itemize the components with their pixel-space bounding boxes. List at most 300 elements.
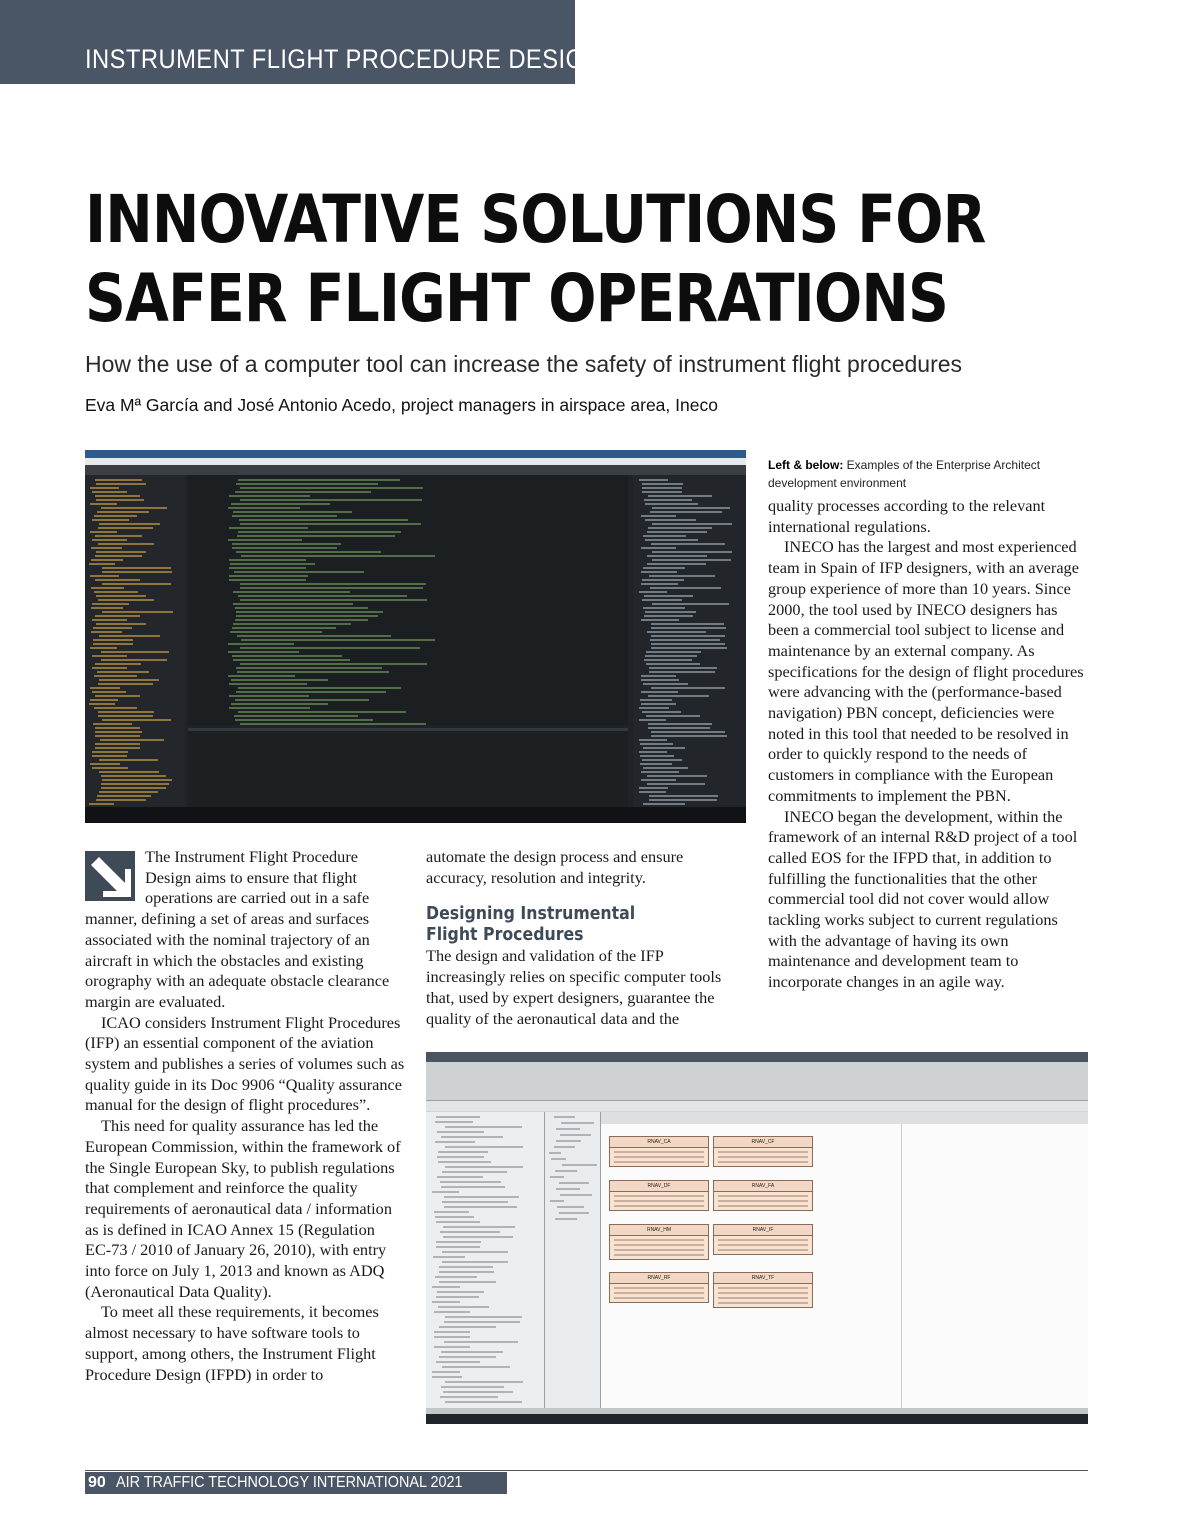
class-box: [609, 1136, 709, 1167]
screenshot-text-line: [561, 1122, 594, 1124]
screenshot-text-line: [434, 1311, 470, 1313]
screenshot-text-line: [437, 1291, 484, 1293]
screenshot-text-line: [436, 1361, 480, 1363]
screenshot-text-line: [230, 563, 315, 565]
ea-ribbon: [426, 1062, 1088, 1101]
screenshot-text-line: [441, 1386, 504, 1388]
screenshot-text-line: [236, 611, 383, 613]
screenshot-text-line: [432, 1286, 460, 1288]
screenshot-text-line: [439, 1326, 496, 1328]
screenshot-text-line: [235, 491, 371, 493]
page-number: 90: [88, 1474, 106, 1491]
class-name: RNAV_HM: [610, 1225, 708, 1236]
screenshot-text-line: [651, 627, 726, 629]
dropcap-arrow-icon: [85, 851, 135, 901]
screenshot-text-line: [231, 503, 330, 505]
headline: [85, 180, 986, 338]
class-name: RNAV_CA: [610, 1137, 708, 1148]
screenshot-text-line: [240, 523, 421, 525]
screenshot-text-line: [442, 1366, 510, 1368]
screenshot-text-line: [556, 1140, 581, 1142]
screenshot-text-line: [89, 563, 115, 565]
screenshot-text-line: [445, 1401, 522, 1403]
screenshot-text-line: [556, 1128, 580, 1130]
screenshot-text-line: [241, 639, 435, 641]
screenshot-text-line: [235, 719, 373, 721]
screenshot-text-line: [432, 1376, 462, 1378]
screenshot-text-line: [240, 487, 423, 489]
screenshot-text-line: [445, 1166, 523, 1168]
screenshot-text-line: [639, 479, 668, 481]
screenshot-text-line: [642, 599, 682, 601]
screenshot-text-line: [90, 699, 118, 701]
screenshot-text-line: [102, 583, 171, 585]
paragraph: INECO began the development, within the framework of an internal R&D project of a tool called EOS for the IFPD that, in addition to fulfilling the functionalities that the other commercial tool did not cover would allow tackling works subject to current regulations with the advantage of having its own maintenance and development team to incorporate changes in an agile way.: [768, 806, 1078, 992]
screenshot-text-line: [647, 555, 707, 557]
caption-lead: Left & below:: [768, 458, 844, 472]
screenshot-text-line: [652, 551, 732, 553]
screenshot-text-line: [229, 579, 306, 581]
screenshot-text-line: [235, 619, 368, 621]
screenshot-text-line: [95, 579, 140, 581]
screenshot-text-line: [91, 607, 123, 609]
screenshot-text-line: [647, 775, 707, 777]
screenshot-text-line: [92, 755, 127, 757]
screenshot-text-line: [645, 655, 697, 657]
ea-taskbar: [426, 1414, 1088, 1424]
screenshot-text-line: [95, 555, 142, 557]
screenshot-text-line: [645, 519, 696, 521]
screenshot-text-line: [443, 1391, 513, 1393]
publication-name: AIR TRAFFIC TECHNOLOGY INTERNATIONAL 2021: [115, 1474, 463, 1491]
screenshot-text-line: [236, 483, 378, 485]
class-name: RNAV_FA: [714, 1181, 812, 1192]
body-column-2: [426, 847, 746, 1029]
class-name: RNAV_IF: [714, 1225, 812, 1236]
screenshot-text-line: [101, 507, 167, 509]
screenshot-text-line: [92, 655, 127, 657]
screenshot-text-line: [649, 671, 715, 673]
screenshot-text-line: [239, 519, 408, 521]
screenshot-text-line: [442, 1201, 508, 1203]
screenshot-text-line: [234, 715, 358, 717]
screenshot-text-line: [652, 559, 731, 561]
screenshot-text-line: [645, 539, 698, 541]
screenshot-text-line: [651, 543, 725, 545]
screenshot-text-line: [95, 663, 141, 665]
screenshot-text-line: [228, 651, 299, 653]
screenshot-text-line: [639, 791, 666, 793]
screenshot-text-line: [445, 1316, 522, 1318]
screenshot-text-line: [643, 683, 688, 685]
screenshot-text-line: [642, 483, 683, 485]
screenshot-text-line: [240, 723, 426, 725]
screenshot-text-line: [640, 699, 672, 701]
screenshot-text-line: [233, 511, 352, 513]
screenshot-text-line: [642, 491, 682, 493]
screenshot-text-line: [439, 1281, 496, 1283]
screenshot-text-line: [648, 527, 712, 529]
screenshot-text-line: [560, 1134, 591, 1136]
screenshot-text-line: [440, 1396, 498, 1398]
headline-line-2: SAFER FLIGHT OPERATIONS: [85, 260, 948, 337]
body-column-3: [768, 496, 1090, 993]
screenshot-text-line: [238, 531, 401, 533]
screenshot-text-line: [233, 603, 353, 605]
screenshot-text-line: [646, 715, 700, 717]
screenshot-text-line: [440, 1231, 500, 1233]
screenshot-text-line: [645, 503, 698, 505]
screenshot-text-line: [95, 727, 140, 729]
screenshot-text-line: [91, 587, 124, 589]
screenshot-text-line: [643, 767, 688, 769]
screenshot-text-line: [560, 1194, 592, 1196]
screenshot-text-line: [441, 1351, 503, 1353]
subheading-line-2: Flight Procedures: [426, 925, 584, 946]
screenshot-text-line: [644, 595, 693, 597]
screenshot-text-line: [96, 499, 144, 501]
screenshot-text-line: [432, 1191, 459, 1193]
ea-address-bar: [426, 1101, 1088, 1111]
screenshot-text-line: [237, 535, 395, 537]
figure-caption: [768, 456, 1098, 492]
paragraph: The Instrument Flight Procedure Design aims to ensure that flight operations are carried out in a safe manner, defining a set of areas and surfaces associated with the nominal trajectory of an aircraft in which the obstacles and existing orography with an adequate obstacle clearance margin are evaluated.: [85, 847, 390, 1011]
class-box: [609, 1224, 709, 1260]
screenshot-text-line: [443, 1236, 513, 1238]
screenshot-text-line: [232, 655, 342, 657]
screenshot-text-line: [641, 771, 679, 773]
screenshot-text-line: [94, 707, 137, 709]
screenshot-text-line: [649, 575, 715, 577]
screenshot-text-line: [231, 703, 328, 705]
ide-outline-panel: [633, 475, 746, 807]
screenshot-text-line: [648, 695, 709, 697]
screenshot-text-line: [649, 795, 718, 797]
screenshot-text-line: [89, 803, 114, 805]
screenshot-text-line: [549, 1152, 561, 1154]
screenshot-text-line: [644, 659, 692, 661]
screenshot-text-line: [235, 607, 368, 609]
screenshot-text-line: [641, 779, 676, 781]
screenshot-text-line: [651, 635, 725, 637]
class-name: RNAV_TF: [714, 1273, 812, 1284]
screenshot-text-line: [96, 623, 146, 625]
screenshot-text-line: [95, 495, 140, 497]
screenshot-text-line: [95, 615, 140, 617]
screenshot-text-line: [229, 683, 307, 685]
screenshot-text-line: [101, 775, 166, 777]
screenshot-text-line: [235, 699, 369, 701]
screenshot-text-line: [99, 635, 160, 637]
screenshot-text-line: [652, 507, 730, 509]
screenshot-text-line: [436, 1246, 480, 1248]
screenshot-text-line: [434, 1336, 470, 1338]
screenshot-text-line: [93, 639, 133, 641]
screenshot-text-line: [641, 619, 679, 621]
class-box: [713, 1272, 813, 1308]
screenshot-text-line: [443, 1226, 515, 1228]
screenshot-text-line: [93, 643, 133, 645]
screenshot-text-line: [97, 671, 149, 673]
screenshot-text-line: [92, 667, 127, 669]
screenshot-text-line: [651, 735, 727, 737]
screenshot-text-line: [434, 1331, 470, 1333]
screenshot-text-line: [92, 539, 127, 541]
screenshot-text-line: [649, 667, 717, 669]
screenshot-text-line: [240, 599, 427, 601]
screenshot-text-line: [644, 615, 693, 617]
body-column-1: [85, 847, 405, 1385]
screenshot-text-line: [92, 619, 127, 621]
screenshot-text-line: [240, 499, 422, 501]
screenshot-text-line: [229, 567, 306, 569]
screenshot-text-line: [238, 479, 400, 481]
screenshot-text-line: [232, 543, 341, 545]
screenshot-text-line: [233, 659, 350, 661]
screenshot-text-line: [442, 1171, 507, 1173]
screenshot-text-line: [101, 783, 169, 785]
screenshot-text-line: [238, 595, 407, 597]
screenshot-text-line: [434, 1346, 470, 1348]
screenshot-text-line: [96, 595, 146, 597]
screenshot-text-line: [641, 547, 676, 549]
screenshot-text-line: [92, 603, 129, 605]
screenshot-text-line: [98, 715, 153, 717]
screenshot-text-line: [435, 1141, 475, 1143]
screenshot-text-line: [551, 1158, 566, 1160]
screenshot-text-line: [102, 571, 172, 573]
class-box: [609, 1272, 709, 1303]
screenshot-text-line: [647, 531, 707, 533]
screenshot-text-line: [641, 679, 679, 681]
headline-line-1: INNOVATIVE SOLUTIONS FOR: [85, 181, 986, 258]
subheading-line-1: Designing Instrumental: [426, 904, 636, 925]
screenshot-text-line: [92, 751, 128, 753]
screenshot-text-line: [90, 687, 120, 689]
screenshot-text-line: [96, 799, 146, 801]
screenshot-text-line: [639, 751, 667, 753]
ide-code-editor: [188, 475, 628, 725]
screenshot-text-line: [436, 1116, 480, 1118]
screenshot-text-line: [98, 711, 154, 713]
screenshot-text-line: [232, 547, 337, 549]
screenshot-text-line: [440, 1181, 501, 1183]
screenshot-text-line: [644, 499, 692, 501]
screenshot-text-line: [650, 639, 720, 641]
paragraph: To meet all these requirements, it becomes almost necessary to have software tools to support, among others, the Instrument Flight Procedure Design (IFPD) in order to: [85, 1302, 379, 1384]
screenshot-text-line: [100, 739, 164, 741]
screenshot-text-line: [232, 627, 336, 629]
screenshot-text-line: [90, 487, 119, 489]
screenshot-text-line: [643, 567, 685, 569]
screenshot-text-line: [639, 591, 667, 593]
screenshot-text-line: [238, 711, 406, 713]
ide-titlebar: [85, 450, 746, 458]
ea-project-browser: [426, 1112, 545, 1408]
screenshot-text-line: [556, 1188, 580, 1190]
screenshot-text-line: [233, 591, 350, 593]
screenshot-text-line: [94, 515, 137, 517]
screenshot-text-line: [102, 611, 173, 613]
screenshot-text-line: [651, 623, 724, 625]
screenshot-text-line: [444, 1196, 519, 1198]
paragraph: INECO has the largest and most experienced team in Spain of IFP designers, with an average group experience of more than 10 years. Since 2000, the tool used by INECO designers has been a commercial tool subject to license and maintenance by an external company. As specifications for the design of flight procedures were advancing with the (performance-based navigation) PBN concept, deficiencies were noted in this tool that needed to be resolved in order to quickly respond to the needs of customers in compliance with the European commitments to implement the PBN.: [768, 537, 1084, 805]
screenshot-text-line: [433, 1256, 465, 1258]
screenshot-text-line: [90, 503, 117, 505]
byline: Eva Mª García and José Antonio Acedo, project managers in airspace area, Ineco: [85, 395, 718, 415]
screenshot-text-line: [241, 555, 435, 557]
screenshot-text-line: [562, 1164, 597, 1166]
screenshot-text-line: [93, 723, 132, 725]
screenshot-text-line: [97, 795, 151, 797]
screenshot-text-line: [432, 1371, 460, 1373]
screenshot-text-line: [444, 1321, 520, 1323]
screenshot-text-line: [95, 535, 142, 537]
screenshot-text-line: [230, 631, 322, 633]
screenshot-text-line: [92, 691, 126, 693]
screenshot-text-line: [240, 647, 420, 649]
screenshot-text-line: [651, 687, 725, 689]
screenshot-text-line: [640, 743, 673, 745]
ide-screenshot: [85, 450, 746, 823]
screenshot-text-line: [90, 763, 120, 765]
screenshot-text-line: [650, 587, 721, 589]
screenshot-text-line: [99, 523, 160, 525]
screenshot-text-line: [237, 635, 391, 637]
screenshot-text-line: [646, 651, 701, 653]
screenshot-text-line: [643, 803, 685, 805]
screenshot-text-line: [641, 691, 678, 693]
screenshot-text-line: [639, 739, 667, 741]
screenshot-text-line: [649, 799, 717, 801]
ide-project-tree: [85, 475, 185, 807]
screenshot-text-line: [643, 607, 685, 609]
screenshot-text-line: [95, 735, 140, 737]
screenshot-text-line: [240, 583, 426, 585]
screenshot-text-line: [436, 1296, 479, 1298]
section-tab: [0, 0, 603, 84]
screenshot-text-line: [641, 515, 676, 517]
screenshot-text-line: [651, 647, 727, 649]
screenshot-text-line: [639, 707, 669, 709]
screenshot-text-line: [642, 759, 682, 761]
screenshot-text-line: [98, 599, 154, 601]
screenshot-text-line: [555, 1170, 577, 1172]
paragraph: ICAO considers Instrument Flight Procedures (IFP) an essential component of the aviation system and publishes a series of volumes such as quality guide in its Doc 9906 “Quality assurance manual for the design of flight procedures”.: [85, 1012, 405, 1115]
screenshot-text-line: [97, 511, 149, 513]
screenshot-text-line: [96, 551, 146, 553]
ide-taskbar: [85, 807, 746, 823]
screenshot-text-line: [232, 515, 337, 517]
class-name: RNAV_RF: [610, 1273, 708, 1284]
screenshot-text-line: [441, 1136, 503, 1138]
caption-text: Examples of the Enterprise Architect development environment: [768, 458, 1041, 490]
class-name: RNAV_DF: [610, 1181, 708, 1192]
screenshot-text-line: [90, 647, 117, 649]
screenshot-text-line: [434, 1211, 469, 1213]
screenshot-text-line: [554, 1146, 575, 1148]
screenshot-text-line: [240, 663, 427, 665]
screenshot-text-line: [639, 787, 668, 789]
screenshot-text-line: [240, 587, 423, 589]
screenshot-text-line: [445, 1146, 523, 1148]
screenshot-text-line: [445, 1126, 522, 1128]
screenshot-text-line: [101, 659, 167, 661]
screenshot-text-line: [90, 531, 117, 533]
screenshot-text-line: [442, 1251, 508, 1253]
screenshot-text-line: [640, 763, 672, 765]
screenshot-text-line: [231, 679, 328, 681]
screenshot-text-line: [438, 1306, 489, 1308]
ea-toolbox: [545, 1112, 601, 1408]
screenshot-text-line: [647, 631, 706, 633]
section-label: INSTRUMENT FLIGHT PROCEDURE DESIGN: [85, 44, 603, 74]
screenshot-text-line: [641, 571, 677, 573]
screenshot-text-line: [442, 1261, 508, 1263]
screenshot-text-line: [91, 559, 123, 561]
screenshot-text-line: [236, 691, 386, 693]
enterprise-architect-screenshot: [426, 1052, 1088, 1424]
footer-rule: [85, 1470, 1088, 1471]
standfirst: How the use of a computer tool can increase the safety of instrument flight procedures: [85, 351, 963, 377]
screenshot-text-line: [639, 719, 666, 721]
screenshot-text-line: [229, 559, 306, 561]
screenshot-text-line: [555, 1218, 577, 1220]
screenshot-text-line: [432, 1301, 460, 1303]
screenshot-text-line: [437, 1131, 484, 1133]
screenshot-text-line: [101, 651, 169, 653]
screenshot-text-line: [550, 1200, 564, 1202]
ide-console: [188, 728, 628, 810]
screenshot-text-line: [439, 1266, 493, 1268]
screenshot-text-line: [229, 527, 308, 529]
screenshot-text-line: [641, 583, 678, 585]
screenshot-text-line: [236, 615, 378, 617]
screenshot-text-line: [559, 1182, 589, 1184]
screenshot-text-line: [643, 747, 685, 749]
screenshot-text-line: [236, 551, 381, 553]
ea-diagram-canvas: [601, 1124, 1088, 1408]
screenshot-text-line: [444, 1341, 518, 1343]
screenshot-text-line: [228, 539, 302, 541]
screenshot-text-line: [643, 535, 686, 537]
screenshot-text-line: [238, 687, 401, 689]
screenshot-text-line: [228, 643, 294, 645]
page-boundary: [901, 1124, 902, 1408]
screenshot-text-line: [650, 511, 722, 513]
screenshot-text-line: [98, 527, 153, 529]
screenshot-text-line: [642, 487, 682, 489]
class-name: RNAV_CF: [714, 1137, 812, 1148]
screenshot-text-line: [652, 523, 732, 525]
screenshot-text-line: [557, 1206, 584, 1208]
paragraph: quality processes according to the relevant international regulations.: [768, 496, 1046, 536]
screenshot-text-line: [93, 627, 132, 629]
screenshot-text-line: [95, 731, 142, 733]
screenshot-text-line: [438, 1161, 491, 1163]
paragraph: The design and validation of the IFP increasingly relies on specific computer tools that, used by expert designers, guarantee the quality of the aeronautical data and the: [426, 946, 722, 1028]
screenshot-text-line: [641, 675, 676, 677]
screenshot-text-line: [92, 491, 127, 493]
screenshot-text-line: [229, 575, 308, 577]
screenshot-text-line: [441, 1186, 505, 1188]
class-box: [609, 1180, 709, 1211]
screenshot-text-line: [90, 575, 119, 577]
screenshot-text-line: [102, 719, 171, 721]
screenshot-text-line: [98, 683, 153, 685]
screenshot-text-line: [99, 679, 159, 681]
ea-title-bar: [426, 1052, 1088, 1062]
